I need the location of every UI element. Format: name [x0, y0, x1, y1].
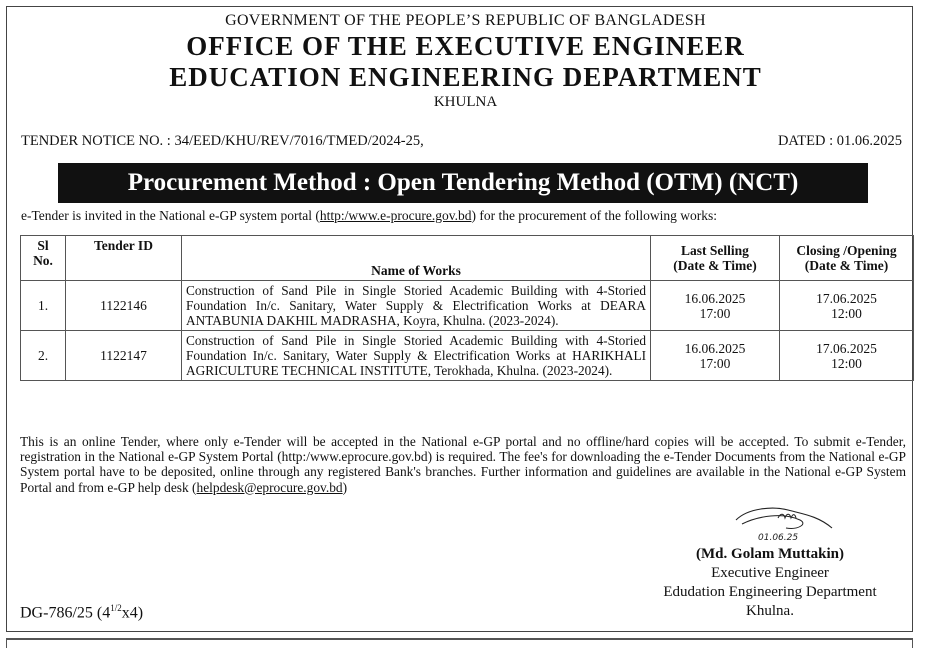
signature-handwritten-date: 01.06.25: [758, 533, 799, 543]
signatory-block: [630, 545, 910, 621]
row-tender-id: 1122147: [66, 331, 182, 381]
row-closing-opening: 17.06.2025 12:00: [780, 281, 914, 331]
signatory-name: (Md. Golam Muttakin): [696, 546, 844, 562]
table-row: [21, 281, 914, 331]
next-notice-border: [6, 638, 913, 648]
row-name-of-works: Construction of Sand Pile in Single Storied Academic Building with 4-Storied Foundation In/c. Sanitary, Water Supply & Electrification Works at DEARA ANTABUNIA DAKHIL MADRASHA, Koyra, Khulna. (2023-2024).: [182, 281, 651, 331]
row-closing-opening: 17.06.2025 12:00: [780, 331, 914, 381]
signatory-department: Edudation Engineering Department: [663, 584, 877, 600]
row-tender-id: 1122146: [66, 281, 182, 331]
handwritten-signature: [728, 498, 838, 546]
row-sl: 2.: [21, 331, 66, 381]
government-heading: GOVERNMENT OF THE PEOPLE’S REPUBLIC OF BANGLADESH: [225, 12, 706, 29]
notice-date: DATED : 01.06.2025: [777, 133, 902, 149]
dg-reference: DG-786/25 $(4^{1/2}x4)$: [20, 603, 144, 622]
header-name-of-works: Name of Works: [182, 236, 651, 281]
intro-text: [21, 208, 717, 224]
office-heading: OFFICE OF THE EXECUTIVE ENGINEER: [186, 31, 745, 61]
works-table: [20, 235, 914, 381]
row-last-selling: 16.06.2025 17:00: [651, 331, 780, 381]
tender-notice-number: TENDER NOTICE NO. : 34/EED/KHU/REV/7016/TMED/2024-25,: [21, 133, 424, 149]
signatory-title: Executive Engineer: [711, 565, 829, 581]
row-name-of-works: Construction of Sand Pile in Single Storied Academic Building with 4-Storied Foundation In/c. Sanitary, Water Supply & Electrification Works at HARIKHALI AGRICULTURE TECHNICAL INSTITUTE, Terokhada, Khulna. (2023-2024).: [182, 331, 651, 381]
procurement-method-banner: Procurement Method : Open Tendering Method (OTM) (NCT): [58, 163, 868, 203]
helpdesk-email-link[interactable]: helpdesk@eprocure.gov.bd: [196, 479, 343, 495]
header-closing-opening: Closing /Opening (Date & Time): [780, 236, 914, 281]
department-heading: EDUCATION ENGINEERING DEPARTMENT: [169, 62, 762, 92]
header-sl-no: Sl No.: [21, 236, 66, 281]
row-last-selling: 16.06.2025 17:00: [651, 281, 780, 331]
header-last-selling: Last Selling (Date & Time): [651, 236, 780, 281]
signatory-city: Khulna.: [746, 603, 794, 619]
tender-instructions-text: This is an online Tender, where only e-Tender will be accepted in the National e-GP portal and no offline/hard copies will be accepted. To submit e-Tender, registration in the National e-GP System Portal (http:/www.eprocure.gov.bd) is required. The fee's for downloading the e-Tender Documents from the National e-GP System portal have to be deposited, online through any registered Bank's branches. Further information and guidelines are available in the National e-GP System Portal and from e-GP help desk (: [20, 434, 906, 495]
tender-instructions: This is an online Tender, where only e-Tender will be accepted in the National e-GP portal and no offline/hard copies will be accepted. To submit e-Tender, registration in the National e-GP System Portal (http:/www.eprocure.gov.bd) is required. The fee's for downloading the e-Tender Documents from the National e-GP System portal have to be deposited, online through any registered Bank's branches. Further information and guidelines are available in the National e-GP System Portal and from e-GP help desk (helpdesk@eprocure.gov.bd): [20, 434, 906, 495]
intro-text-start: e-Tender is invited in the National e-GP system portal (: [21, 208, 320, 223]
table-header-row: [21, 236, 914, 281]
egp-portal-link[interactable]: http:/www.e-procure.gov.bd: [319, 208, 472, 223]
dg-fraction: 1/2: [110, 603, 122, 613]
city-heading: KHULNA: [433, 94, 498, 110]
header-tender-id: Tender ID: [66, 236, 182, 281]
row-sl: 1.: [21, 281, 66, 331]
table-row: [21, 331, 914, 381]
intro-text-end: ) for the procurement of the following works:: [471, 208, 718, 223]
